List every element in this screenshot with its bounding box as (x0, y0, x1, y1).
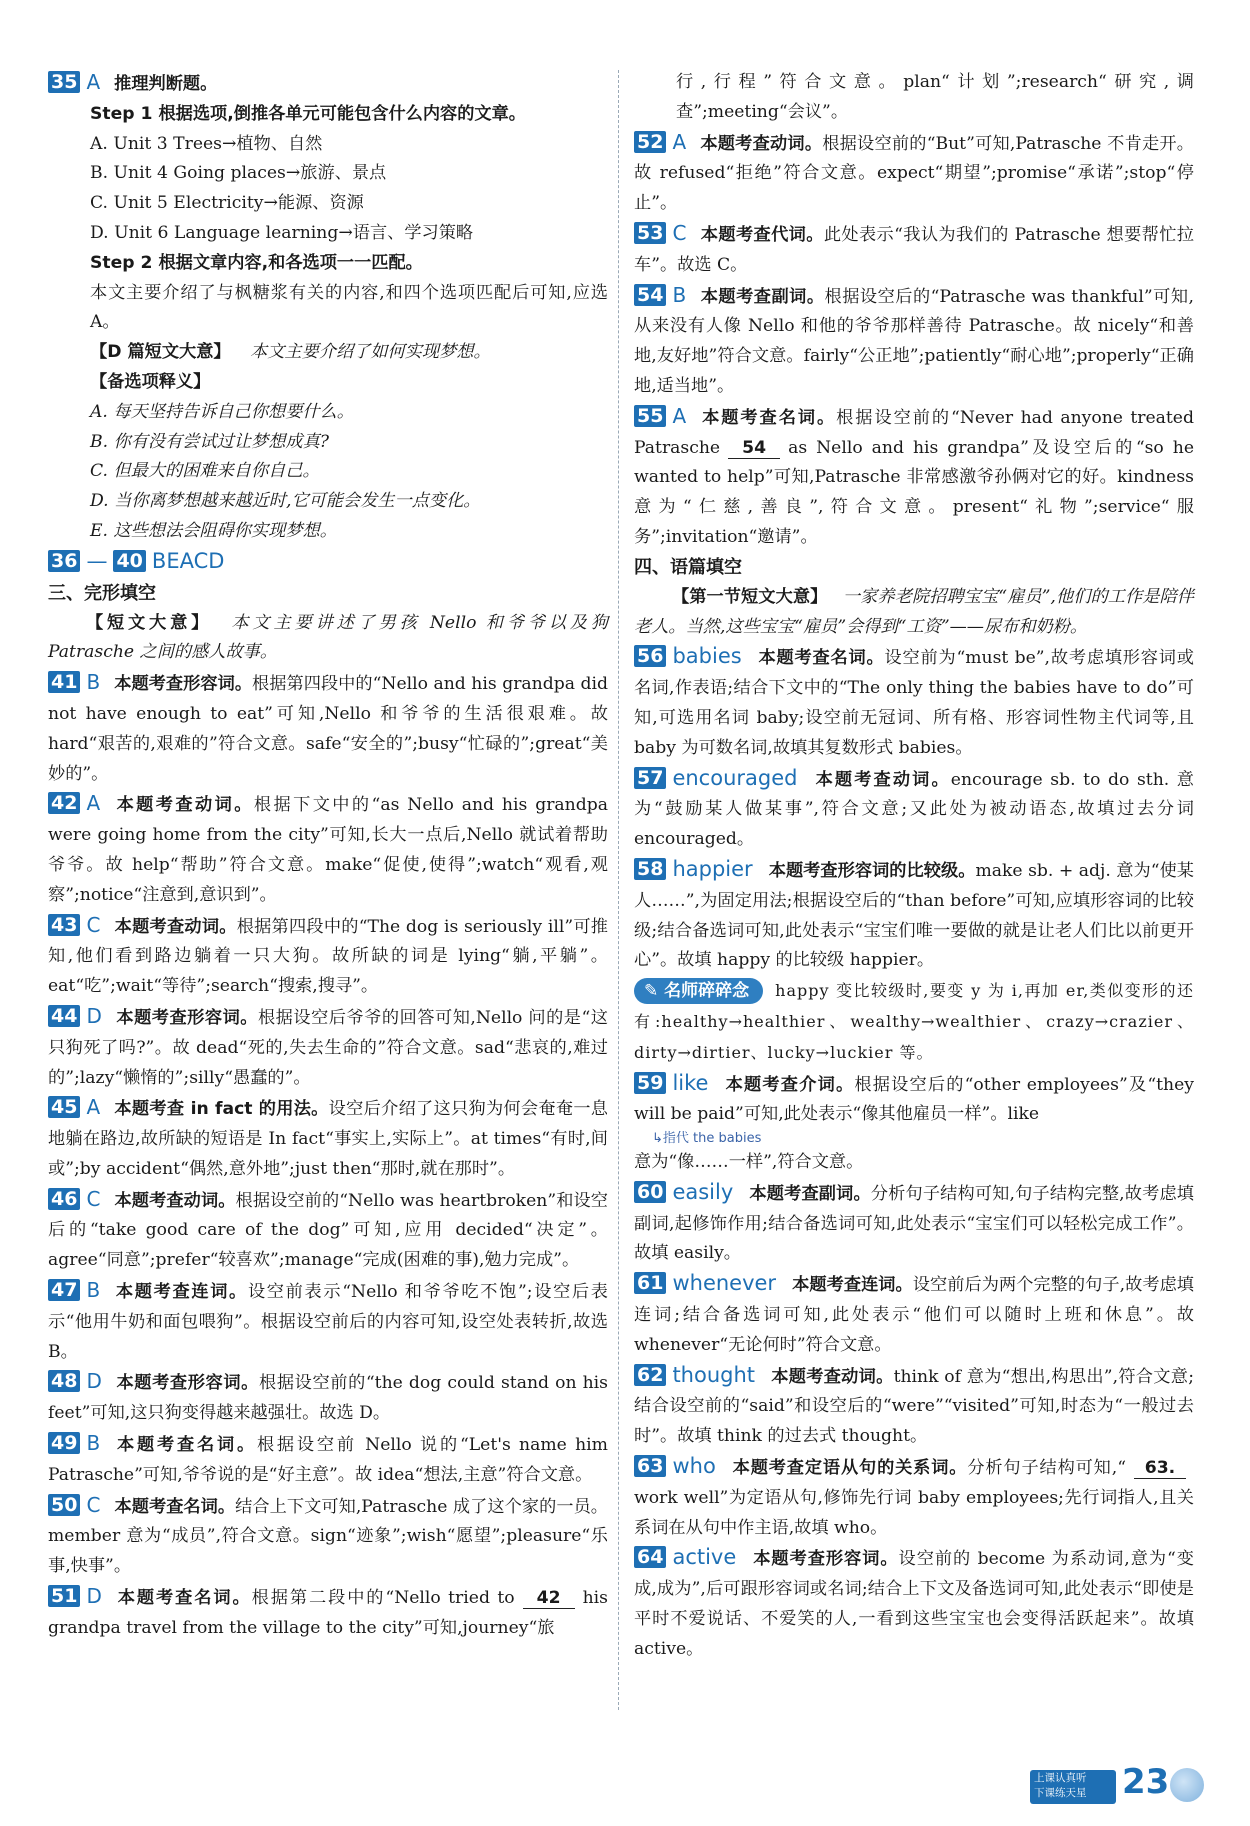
cloze-item (48, 1429, 608, 1491)
cloze-item (48, 911, 608, 1002)
answer-word: who (672, 1454, 716, 1479)
left-column (48, 68, 608, 1644)
slogan-line-2: 下课练天星 (1034, 1787, 1087, 1799)
answer: A (672, 403, 687, 428)
option-c: C. Unit 5 Electricity→能源、资源 (90, 193, 364, 214)
question-type: 本题考查代词。 (700, 224, 824, 245)
cloze-item (48, 1367, 608, 1429)
q36-40 (48, 547, 608, 579)
question-type: 本题考查名词。 (114, 1496, 236, 1517)
question-number: 35 (48, 71, 80, 93)
explanation: 根据第四段中的“The dog is seriously ill”可推知,他们看到路边躺着一只大狗。故所缺的词是 lying“躺,平躺”。eat“吃”;wait“等待”;search“搜索,搜寻”。 (48, 916, 608, 997)
first-summary (634, 583, 1194, 643)
tip-label-text: 名师碎碎念 (664, 981, 750, 1002)
short-summary (48, 609, 608, 669)
answer: A (672, 129, 687, 154)
question-number-from: 36 (48, 550, 80, 572)
cloze-item (48, 1002, 608, 1093)
step2: Step 2 根据文章内容,和各选项一一匹配。 (90, 252, 423, 273)
q35-explanation: 本文主要介绍了与枫糖浆有关的内容,和四个选项匹配后可知,应选 A。 (90, 282, 608, 333)
cloze-item (634, 219, 1194, 281)
question-type: 本题考查副词。 (700, 286, 825, 307)
d-options-head: 【备选项释义】 (90, 371, 211, 392)
question-number: 52 (634, 131, 666, 153)
answer: D (86, 1003, 102, 1028)
answer: D (86, 1584, 102, 1609)
question-type: 本题考查 in fact 的用法。 (114, 1099, 329, 1120)
explanation: 根据下文中的“as Nello and his grandpa were going home from the city”可知,长大一点后,Nello 就试着帮助爷爷。故 help“帮助”符合文意。make“促使,使得”;watch“观看,观察”;notice“注意到,意识到”。 (48, 795, 608, 905)
question-type: 推理判断题。 (114, 74, 218, 94)
d-option-c: C. 但最大的困难来自你自己。 (90, 461, 320, 482)
handwritten-note: ↳指代 the babies (652, 1131, 762, 1147)
blank: 63. (1134, 1458, 1186, 1479)
question-number: 41 (48, 671, 80, 693)
first-summary-head: 【第一节短文大意】 (672, 586, 828, 607)
option-d: D. Unit 6 Language learning→语言、学习策略 (90, 222, 474, 243)
slogan-line-1: 上课认真听 (1034, 1772, 1087, 1784)
teacher-tip (634, 976, 1194, 1068)
q63 (634, 1452, 1194, 1543)
question-number: 56 (634, 645, 666, 667)
explanation-pre: 根据第二段中的“Nello tried to (251, 1588, 515, 1609)
cloze-item (48, 1185, 608, 1276)
cloze-item (634, 281, 1194, 402)
question-number: 62 (634, 1364, 666, 1386)
question-type: 本题考查动词。 (813, 769, 951, 790)
question-number: 49 (48, 1432, 80, 1454)
answer: B (86, 1278, 101, 1303)
mascot-icon (1170, 1768, 1204, 1802)
question-type: 本题考查连词。 (792, 1275, 913, 1296)
question-number: 44 (48, 1005, 80, 1027)
blank: 42 (523, 1588, 575, 1609)
answer-word: thought (672, 1362, 756, 1387)
explanation-post: his grandpa travel from the village to the city”可知,journey“旅 (48, 1588, 608, 1638)
cloze-items (48, 668, 608, 1582)
explanation: 根据设空前的“Nello was heartbroken”和设空后的“take good care of the dog”可知,应用 decided“决定”。agree“同意”;prefer“较喜欢”;manage“完成(困难的事),勉力完成”。 (48, 1190, 608, 1271)
question-number: 50 (48, 1494, 80, 1516)
explanation: 设空前的 become 为系动词,意为“变成,成为”,后可跟形容词或名词;结合上下文及备选词可知,此处表示“即使是平时不爱说话、不爱笑的人,一看到这些宝宝也会变得活跃起来”。故填 active。 (634, 1549, 1194, 1659)
question-type: 本题考查介词。 (724, 1074, 855, 1095)
question-number: 59 (634, 1072, 666, 1094)
answer-word: babies (672, 644, 742, 669)
d-option-d: D. 当你离梦想越来越近时,它可能会发生一点变化。 (90, 491, 481, 512)
question-number: 51 (48, 1585, 80, 1607)
answer: C (672, 220, 687, 245)
explanation: make sb. + adj. 意为“使某人……”,为固定用法;根据设空后的“than before”可知,应填形容词的比较级;结合备选词可知,此处表示“宝宝们唯一要做的就是让老人们比以前更开心”。故填 happy 的比较级 happier。 (634, 860, 1194, 971)
question-number: 43 (48, 914, 80, 936)
answer: B (86, 670, 101, 695)
answer: BEACD (151, 548, 225, 573)
question-type: 本题考查名词。 (700, 407, 837, 428)
d-option-e: E. 这些想法会阻碍你实现梦想。 (90, 520, 337, 541)
tip-text: happy 变比较级时,要变 y 为 i,再加 er,类似变形的还有:healthy→healthier、wealthy→wealthier、crazy→crazier、dirty→dirtier、lucky→luckier 等。 (634, 981, 1194, 1062)
explanation: 结合上下文可知,Patrasche 成了这个家的一员。member 意为“成员”,符合文意。sign“迹象”;wish“愿望”;pleasure“乐事,快事”。 (48, 1496, 608, 1577)
answer: C (86, 912, 101, 937)
question-type: 本题考查形容词。 (752, 1549, 899, 1570)
short-summary-head: 【短文大意】 (86, 612, 213, 633)
explanation: 根据设空前 Nello 说的“Let's name him Patrasche”可知,爷爷说的是“好主意”。故 idea“想法,主意”符合文意。 (48, 1435, 608, 1485)
option-a: A. Unit 3 Trees→植物、自然 (90, 133, 323, 154)
explanation-cont: 意为“像……一样”,符合文意。 (634, 1152, 864, 1173)
short-summary-text: 本文主要讲述了男孩 Nello 和爷爷以及狗 Patrasche 之间的感人故事。 (48, 612, 608, 663)
explanation: 设空前为“must be”,故考虑填形容词或名词,作表语;结合下文中的“The only thing the babies have to do”可知,可选用名词 baby;设空前无冠词、所有格、形容词性物主代词等,且 baby 为可数名词,故填其复数形式 babies。 (634, 648, 1194, 758)
question-type: 本题考查动词。 (114, 795, 254, 816)
q64 (634, 1543, 1194, 1664)
question-type: 本题考查动词。 (771, 1366, 894, 1387)
question-number: 54 (634, 284, 666, 306)
question-type: 本题考查名词。 (115, 1588, 252, 1609)
cloze-item (48, 789, 608, 910)
word-item (634, 1178, 1194, 1269)
tip-label (634, 978, 763, 1004)
question-number: 63 (634, 1455, 666, 1477)
explanation: 根据设空后的“other employees”及“they will be paid”可知,此处表示“像其他雇员一样”。like (634, 1074, 1194, 1125)
column-divider (618, 70, 619, 1710)
tip-icon: ✎ (644, 981, 665, 1002)
answer-word: like (672, 1070, 709, 1095)
answer: C (86, 1186, 101, 1211)
cloze-item (48, 1093, 608, 1184)
question-type: 本题考查动词。 (114, 916, 237, 937)
explanation: 根据设空前的“the dog could stand on his feet”可知,这只狗变得越来越强壮。故选 D。 (48, 1373, 608, 1424)
explanation: encourage sb. to do sth. 意为“鼓励某人做某事”,符合文意;又此处为被动语态,故填过去分词 encouraged。 (634, 769, 1194, 850)
d-summary-text: 本文主要介绍了如何实现梦想。 (250, 342, 491, 363)
question-number: 55 (634, 405, 666, 427)
question-type: 本题考查动词。 (114, 1190, 236, 1211)
explanation: 根据第四段中的“Nello and his grandpa did not have enough to eat”可知,Nello 和爷爷的生活很艰难。故 hard“艰苦的,艰难的”符合文意。safe“安全的”;busy“忙碌的”;great“美妙的”。 (48, 674, 608, 784)
answer-word: happier (672, 856, 753, 881)
word-item (634, 1361, 1194, 1452)
word-items-2 (634, 1069, 1194, 1453)
right-column (634, 68, 1194, 1665)
answer: A (86, 1095, 101, 1120)
section-title-passage: 四、语篇填空 (634, 556, 742, 578)
slogan-badge (1030, 1770, 1116, 1804)
d-option-b: B. 你有没有尝试过让梦想成真? (90, 431, 330, 452)
question-number: 58 (634, 858, 666, 880)
q51 (48, 1582, 608, 1644)
cloze-items-right (634, 128, 1194, 402)
answer: D (86, 1369, 102, 1394)
question-number-to: 40 (113, 550, 145, 572)
question-number: 47 (48, 1279, 80, 1301)
cloze-item (48, 1491, 608, 1582)
question-number: 42 (48, 792, 80, 814)
q35 (48, 68, 608, 100)
section-title-cloze: 三、完形填空 (48, 582, 156, 604)
explanation: 根据设空后爷爷的回答可知,Nello 问的是“这只狗死了吗?”。故 dead“死的,失去生命的”符合文意。sad“悲哀的,难过的”;lazy“懒惰的”;silly“愚蠢的”。 (48, 1007, 608, 1088)
question-type: 本题考查形容词。 (115, 1007, 258, 1028)
question-type: 本题考查名词。 (114, 1435, 257, 1456)
explanation-post: work well”为定语从句,修饰先行词 baby employees;先行词指人,且关系词在从句中作主语,故填 who。 (634, 1487, 1194, 1538)
answer: B (86, 1431, 101, 1456)
d-summary (48, 338, 608, 368)
dash: — (86, 548, 108, 573)
explanation: 分析句子结构可知,句子结构完整,故考虑填副词,起修饰作用;结合备选词可知,此处表示“宝宝们可以轻松完成工作”。故填 easily。 (634, 1183, 1194, 1264)
q55 (634, 402, 1194, 553)
blank: 54 (728, 438, 780, 459)
page-footer (1030, 1762, 1210, 1810)
question-type: 本题考查名词。 (757, 648, 885, 669)
word-item (634, 642, 1194, 763)
first-summary-text: 一家养老院招聘宝宝“雇员”,他们的工作是陪伴老人。当然,这些宝宝“雇员”会得到“工资”——尿布和奶粉。 (634, 586, 1194, 637)
explanation: 根据设空后的“Patrasche was thankful”可知,从来没有人像 Nello 和他的爷爷那样善待 Patrasche。故 nicely“和善地,友好地”符合文意。fairly“公正地”;patiently“耐心地”;properly“正确地,适当地”。 (634, 286, 1194, 396)
explanation: 设空前表示“Nello 和爷爷吃不饱”;设空后表示“他用牛奶和面包喂狗”。根据设空前后的内容可知,设空处表转折,故选 B。 (48, 1282, 608, 1362)
word-item (634, 764, 1194, 855)
explanation-pre: 根据设空前的“Never had anyone treated Patrasche (634, 407, 1194, 458)
explanation: 此处表示“我认为我们的 Patrasche 想要帮忙拉车”。故选 C。 (634, 224, 1194, 275)
explanation-post: as Nello and his grandpa”及设空后的“so he wanted to help”可知,Patrasche 非常感激爷孙俩对它的好。kindness 意为“仁慈,善良”,符合文意。present“礼物”;service“服务”;invitation“邀请”。 (634, 437, 1194, 547)
question-number: 48 (48, 1370, 80, 1392)
answer: B (672, 282, 687, 307)
question-type: 本题考查形容词。 (115, 1373, 259, 1394)
answer: A (86, 791, 101, 816)
question-number: 64 (634, 1546, 666, 1568)
step1: Step 1 根据选项,倒推各单元可能包含什么内容的文章。 (90, 103, 526, 124)
explanation: 设空后介绍了这只狗为何会奄奄一息地躺在路边,故所缺的短语是 In fact“事实上,实际上”。at times“有时,间或”;by accident“偶然,意外地”;just then“那时,就在那时”。 (48, 1099, 608, 1179)
cloze-item (48, 668, 608, 789)
question-type: 本题考查形容词。 (114, 674, 253, 695)
page-number: 23 (1122, 1762, 1170, 1802)
word-item (634, 855, 1194, 976)
word-item (634, 1069, 1194, 1178)
answer: C (86, 1492, 101, 1517)
question-type: 本题考查副词。 (749, 1183, 871, 1204)
answer-word: easily (672, 1179, 734, 1204)
question-number: 60 (634, 1181, 666, 1203)
answer-word: active (672, 1545, 737, 1570)
question-number: 45 (48, 1096, 80, 1118)
option-b: B. Unit 4 Going places→旅游、景点 (90, 163, 387, 184)
cloze-item (48, 1276, 608, 1367)
d-summary-head: 【D 篇短文大意】 (90, 342, 231, 363)
explanation: 根据设空前的“But”可知,Patrasche 不肯走开。故 refused“拒绝”符合文意。expect“期望”;promise“承诺”;stop“停止”。 (634, 133, 1194, 214)
explanation: 设空前后为两个完整的句子,故考虑填连词;结合备选词可知,此处表示“他们可以随时上班和休息”。故 whenever“无论何时”符合文意。 (634, 1275, 1194, 1355)
word-item (634, 1269, 1194, 1360)
question-number: 61 (634, 1272, 666, 1294)
answer-word: encouraged (672, 765, 798, 790)
explanation-pre: 分析句子结构可知,“ (967, 1458, 1126, 1479)
question-type: 本题考查动词。 (700, 133, 823, 154)
q51-continued: 行,行程”符合文意。plan“计划”;research“研究,调查”;meeting“会议”。 (676, 72, 1194, 122)
answer: A (86, 70, 101, 94)
question-number: 53 (634, 222, 666, 244)
cloze-item (634, 128, 1194, 219)
word-items (634, 642, 1194, 976)
d-option-a: A. 每天坚持告诉自己你想要什么。 (90, 401, 354, 422)
explanation: think of 意为“想出,构思出”,符合文意;结合设空前的“said”和设空后的“were”“visited”可知,时态为“一般过去时”。故填 think 的过去式 thought。 (634, 1366, 1194, 1447)
answer-word: whenever (672, 1271, 777, 1296)
question-type: 本题考查形容词的比较级。 (768, 860, 976, 881)
question-type: 本题考查连词。 (114, 1282, 248, 1303)
question-type: 本题考查定语从句的关系词。 (731, 1458, 968, 1479)
question-number: 46 (48, 1188, 80, 1210)
question-number: 57 (634, 767, 666, 789)
